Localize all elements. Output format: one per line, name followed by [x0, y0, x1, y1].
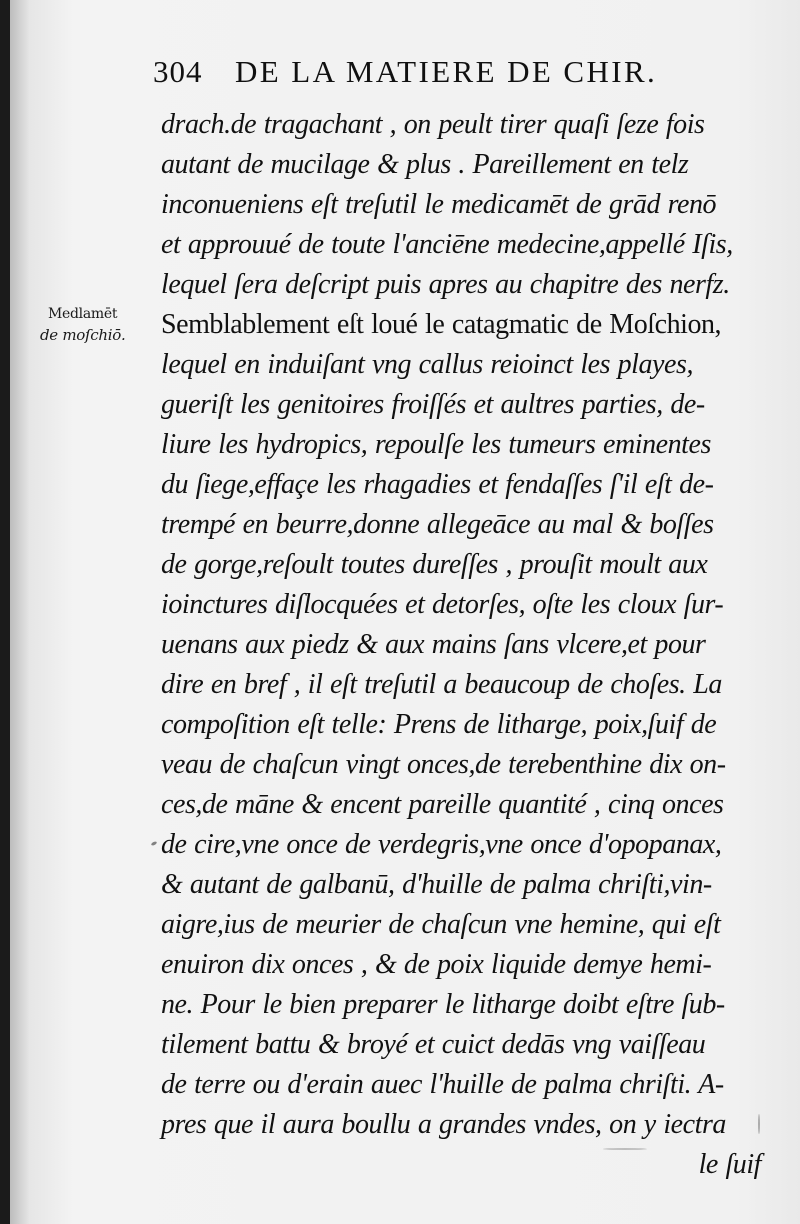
- text-line-25: de terre ou d'erain auec l'huille de palma chriſti. A-: [161, 1069, 724, 1100]
- text-line-13: ioinctures diſlocquées et detorſes, oſte les cloux ſur-: [161, 589, 724, 620]
- page-number: 304: [153, 54, 203, 89]
- text-line-27: le ſuif: [698, 1149, 761, 1180]
- book-page-scan: [10, 0, 800, 1224]
- text-line-17: veau de chaſcun vingt onces,de terebenthine dix on-: [161, 749, 726, 780]
- running-header: [153, 54, 657, 90]
- ink-speck: [758, 1114, 760, 1134]
- margin-note-line-1: Medlamēt: [48, 306, 118, 322]
- running-title: DE LA MATIERE DE CHIR.: [235, 54, 658, 89]
- text-line-23: ne. Pour le bien preparer le litharge doibt eſtre ſub-: [161, 989, 725, 1020]
- text-line-20: & autant de galbanū, d'huille de palma chriſti,vin-: [161, 869, 712, 900]
- text-line-19: de cire,vne once de verdegris,vne once d'opopanax,: [161, 829, 722, 860]
- text-line-4: et approuué de toute l'anciēne medecine,appellé Iſis,: [161, 229, 733, 260]
- text-line-14: uenans aux piedz & aux mains ſans vlcere,et pour: [161, 629, 706, 660]
- margin-note-line-2: de moſchiō.: [40, 326, 126, 344]
- margin-note: [40, 304, 168, 346]
- ink-speck: [603, 1148, 647, 1150]
- text-line-22: enuiron dix onces , & de poix liquide demye hemi-: [161, 949, 712, 980]
- text-line-10: du ſiege,effaçe les rhagadies et fendaſſes ſ'il eſt de-: [161, 469, 714, 500]
- text-line-8: gueriſt les genitoires froiſſés et aultres parties, de-: [161, 389, 705, 420]
- text-line-12: de gorge,reſoult toutes dureſſes , prouſit moult aux: [161, 549, 708, 580]
- text-line-7: lequel en induiſant vng callus reioinct les playes,: [161, 349, 694, 380]
- text-line-21: aigre,ius de meurier de chaſcun vne hemine, qui eſt: [161, 909, 721, 940]
- text-line-15: dire en bref , il eſt treſutil a beaucoup de choſes. La: [161, 669, 722, 700]
- text-line-3: inconueniens eſt treſutil le medicamēt de grād renō: [161, 189, 717, 220]
- text-line-16: compoſition eſt telle: Prens de litharge, poix,ſuif de: [161, 709, 717, 740]
- body-text: [161, 105, 771, 1185]
- text-line-2: autant de mucilage & plus . Pareillement en telz: [161, 149, 689, 180]
- text-line-26: pres que il aura boullu a grandes vndes, on y iectra: [161, 1109, 726, 1140]
- ink-speck: [151, 841, 158, 846]
- text-line-9: liure les hydropics, repoulſe les tumeurs eminentes: [161, 429, 711, 460]
- text-line-1: drach.de tragachant , on peult tirer quaſi ſeze fois: [161, 109, 705, 140]
- text-line-11: trempé en beurre,donne allegeāce au mal & boſſes: [161, 509, 714, 540]
- text-line-18: ces,de māne & encent pareille quantité , cinq onces: [161, 789, 724, 820]
- text-line-24: tilement battu & broyé et cuict dedās vng vaiſſeau: [161, 1029, 706, 1060]
- text-line-6: Semblablement eſt loué le catagmatic de Moſchion,: [161, 309, 722, 340]
- text-line-5: lequel ſera deſcript puis apres au chapitre des nerfz.: [161, 269, 730, 300]
